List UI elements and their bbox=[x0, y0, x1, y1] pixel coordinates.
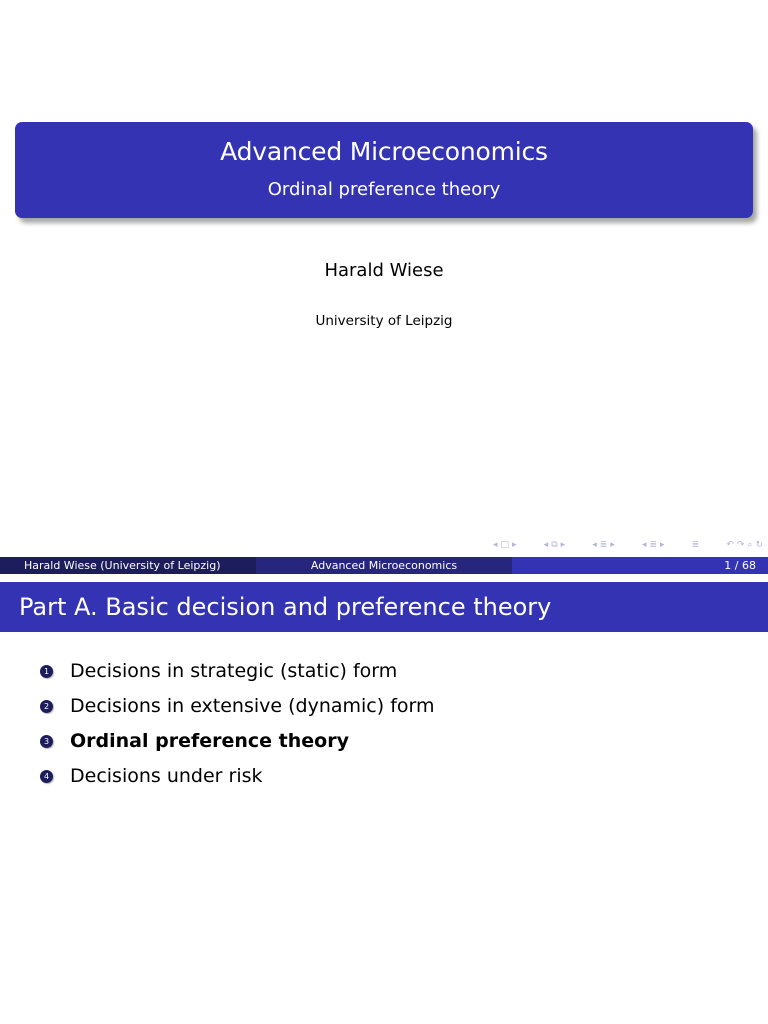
numbered-ball-icon: 3 bbox=[40, 735, 53, 748]
author-name: Harald Wiese bbox=[324, 260, 444, 281]
slide-footer bbox=[0, 557, 768, 574]
enumerate-list bbox=[40, 654, 435, 794]
nav-frame-icon[interactable]: ◂ □ ▸ bbox=[493, 540, 517, 550]
page-number: 1 / 68 bbox=[512, 557, 768, 574]
nav-search-icon[interactable]: ↶ ↷ ⌕ ↻ bbox=[726, 540, 763, 550]
list-item bbox=[40, 654, 435, 689]
footer-title: Advanced Microeconomics bbox=[256, 557, 512, 574]
list-item-current bbox=[40, 724, 435, 759]
title-block bbox=[15, 122, 753, 218]
nav-part-icon[interactable]: ◂ ≣ ▸ bbox=[641, 540, 665, 550]
nav-appendix-icon[interactable]: ≣ bbox=[691, 540, 700, 550]
list-item bbox=[40, 689, 435, 724]
frame-title: Part A. Basic decision and preference theory bbox=[0, 582, 768, 632]
institute-name: University of Leipzig bbox=[315, 313, 453, 329]
footer-author: Harald Wiese (University of Leipzig) bbox=[0, 557, 256, 574]
numbered-ball-icon: 2 bbox=[40, 700, 53, 713]
list-item bbox=[40, 759, 435, 794]
list-item-label: Ordinal preference theory bbox=[70, 730, 349, 752]
numbered-ball-icon: 1 bbox=[40, 665, 53, 678]
list-item-label: Decisions under risk bbox=[70, 765, 263, 787]
nav-subsection-icon[interactable]: ◂ ⧉ ▸ bbox=[543, 540, 566, 550]
nav-section-icon[interactable]: ◂ ≣ ▸ bbox=[592, 540, 615, 550]
presentation-subtitle: Ordinal preference theory bbox=[267, 179, 501, 200]
list-item-label: Decisions in strategic (static) form bbox=[70, 660, 398, 682]
presentation-title: Advanced Microeconomics bbox=[220, 137, 548, 166]
numbered-ball-icon: 4 bbox=[40, 770, 53, 783]
beamer-navigation-bar bbox=[493, 538, 763, 552]
list-item-label: Decisions in extensive (dynamic) form bbox=[70, 695, 435, 717]
